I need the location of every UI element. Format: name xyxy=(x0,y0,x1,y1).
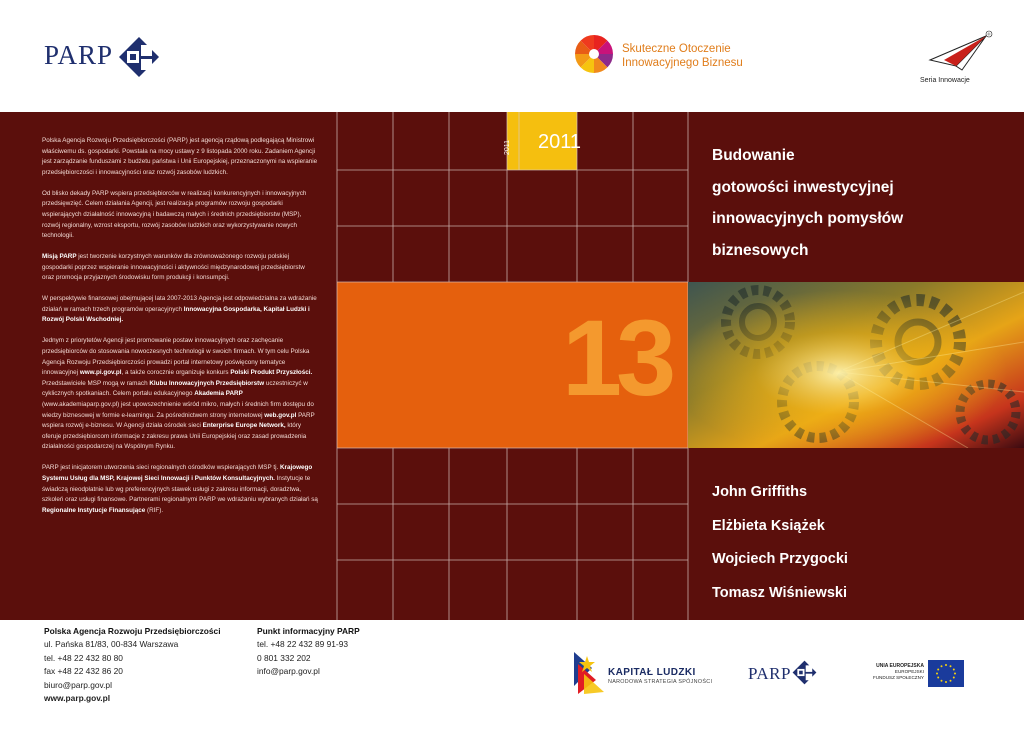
kapital-ludzki-star-icon xyxy=(570,650,604,696)
gears-photo xyxy=(688,282,1024,448)
title-line: innowacyjnych pomysłów xyxy=(712,210,904,227)
eu-flag-icon xyxy=(928,660,964,687)
contact-info-point xyxy=(257,625,360,679)
title-line: gotowości inwestycyjnej xyxy=(712,178,894,196)
about-paragraph: W perspektywie finansowej obejmującej lata 2007-2013 Agencja jest odpowiedzialna za wdrażanie działań w ramach trzech programów operacyjnych Innowacyjna Gospodarka, Kapitał Ludzki i Rozwój Polski Wschodniej. xyxy=(42,295,317,324)
about-parp-text xyxy=(42,136,318,527)
contact-line: 0 801 332 202 xyxy=(257,652,311,663)
contact-email[interactable]: biuro@parp.gov.pl xyxy=(44,679,112,690)
website-link[interactable]: www.parp.gov.pl xyxy=(44,693,111,704)
publication-title xyxy=(712,140,1012,266)
program-logo-line2: Innowacyjnego Biznesu xyxy=(622,57,743,69)
eu-line: EUROPEJSKI xyxy=(894,669,924,675)
contact-agency-title: Polska Agencja Rozwoju Przedsiębiorczości xyxy=(44,626,221,636)
contact-email[interactable]: info@parp.gov.pl xyxy=(257,666,320,677)
contact-line: tel. +48 22 432 80 80 xyxy=(44,652,123,663)
year: 2011 xyxy=(538,131,582,153)
kapital-ludzki-subtitle: NARODOWA STRATEGIA SPÓJNOŚCI xyxy=(608,679,713,685)
kapital-ludzki-logo: KAPITAŁ LUDZKI xyxy=(608,667,696,678)
about-paragraph: PARP jest inicjatorem utworzenia sieci regionalnych ośrodków wspierających MSP tj. Krajowego Systemu Usług dla MSP, Krajowej Sieci Innowacji i Punktów Konsultacyjnych. Instytucje te świadczą nieodpłatnie lub wg preferencyjnych stawek usługi z zakresu informacji, doradztwa, szkoleń oraz usługi finansowe. Partnerami regionalnymi PARP we wdrażaniu wybranych działań są Regionalne Instytucje Finansujące (RIF). xyxy=(42,464,318,514)
author-name: John Griffiths xyxy=(712,484,808,500)
contact-line: tel. +48 22 432 89 91-93 xyxy=(257,639,349,650)
title-line: biznesowych xyxy=(712,241,809,259)
issue-number: 13 xyxy=(562,297,671,418)
contact-line: ul. Pańska 81/83, 00-834 Warszawa xyxy=(44,639,179,650)
author-name: Wojciech Przygocki xyxy=(712,551,848,567)
series-label: Seria Innowacje xyxy=(920,77,970,84)
author-name: Tomasz Wiśniewski xyxy=(712,584,847,601)
parp-footer-icon xyxy=(792,660,817,685)
year-vertical: 2011 xyxy=(504,139,511,155)
about-paragraph: Jednym z priorytetów Agencji jest promowanie postaw innowacyjnych oraz zachęcanie przedsiębiorców do stosowania nowoczesnych technologii w swoich firmach. W tym celu Polska Agencja Rozwoju Przedsiębiorczości prowadzi portal internetowy poświęcony tematyce innowacyjnej www.pi.gov.pl, a także corocznie organizuje konkurs Polski Produkt Przyszłości. Przedstawiciele MSP mogą w ramach Klubu Innowacyjnych Przedsiębiorstw uczestniczyć w cyklicznych spotkaniach. Celem portalu edukacyjnego Akademia PARP (www.akademiaparp.gov.pl) jest upowszechnienie wśród mikro, małych i średnich firm dostępu do wiedzy biznesowej w formie e-learningu. Za pośrednictwem strony internetowej web.gov.pl PARP wspiera rozwój e-biznesu. W Agencji działa ośrodek sieci Enterprise Europe Network, który oferuje przedsiębiorcom informacje z zakresu prawa Unii Europejskiej oraz zasad prowadzenia działalności gospodarczej na Wspólnym Rynku. xyxy=(42,337,315,451)
author-name: Elżbieta Książek xyxy=(712,517,825,534)
eu-title: UNIA EUROPEJSKA xyxy=(876,663,924,669)
program-logo-line1: Skuteczne Otoczenie xyxy=(622,43,731,55)
parp-logo: PARP xyxy=(44,40,114,70)
eu-line: FUNDUSZ SPOŁECZNY xyxy=(872,675,924,681)
contact-line: fax +48 22 432 86 20 xyxy=(44,666,123,677)
parp-footer-logo: PARP xyxy=(748,664,791,683)
eu-label xyxy=(866,663,924,682)
about-paragraph: Od blisko dekady PARP wspiera przedsiębiorców w realizacji konkurencyjnych i innowacyjnych przedsięwzięć. Celem działania Agencji, jest realizacja programów rozwoju gospodarki wspierających działalność innowacyjną i badawczą małych i średnich przedsiębiorstw (MSP), rozwój regionalny, wzrost eksportu, rozwój zasobów ludzkich oraz wykorzystywanie nowych technologii. xyxy=(42,189,307,240)
authors-list xyxy=(712,476,848,610)
registered-mark: ® xyxy=(987,31,991,37)
title-line: Budowanie xyxy=(712,147,795,164)
about-paragraph: Misją PARP jest tworzenie korzystnych warunków dla zrównoważonego rozwoju polskiej gospodarki poprzez wspieranie innowacyjności i aktywności międzynarodowej przedsiębiorstw oraz promocja przyjaznych środowisku form produkcji i konsumpcji. xyxy=(42,253,305,282)
contact-agency xyxy=(44,625,221,705)
about-paragraph: Polska Agencja Rozwoju Przedsiębiorczości (PARP) jest agencją rządową podlegającą Ministrowi właściwemu ds. gospodarki. Powstała na mocy ustawy z 9 listopada 2000 roku. Zadaniem Agencji jest zarządzanie funduszami z budżetu państwa i Unii Europejskiej, przeznaczonymi na wspieranie przedsiębiorczości i innowacyjności oraz rozwój zasobów ludzkich. xyxy=(42,137,318,176)
contact-info-title: Punkt informacyjny PARP xyxy=(257,626,360,636)
